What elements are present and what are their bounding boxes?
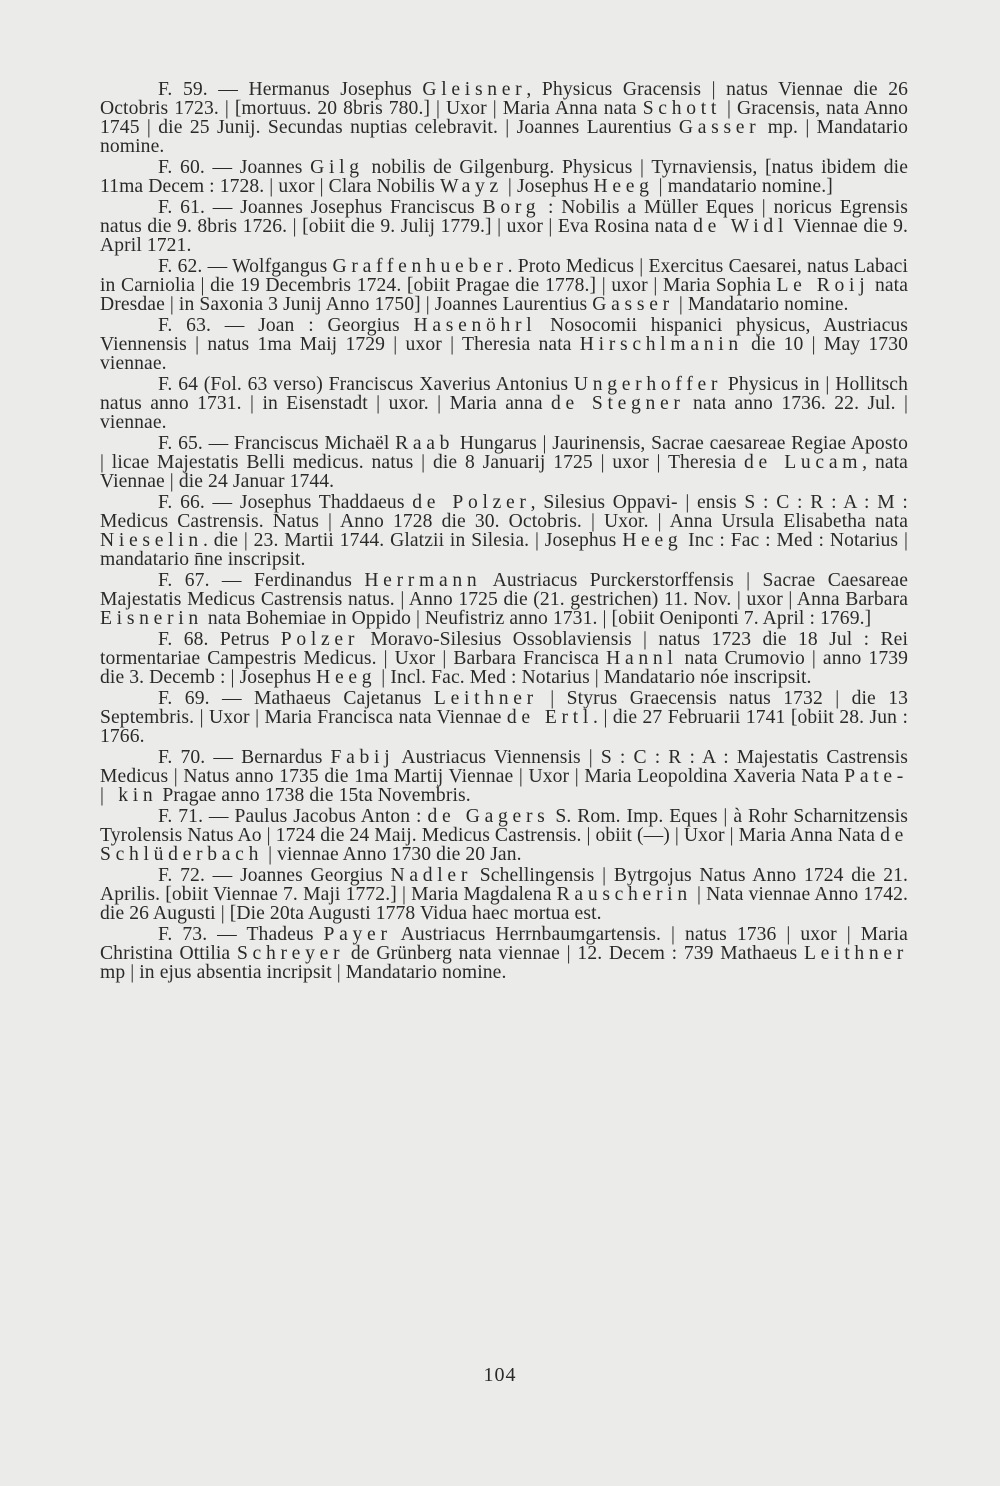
entry-text: Viennae die 9. April 1721. bbox=[100, 216, 909, 256]
entry-text: F. 59. — Hermanus Josephus bbox=[158, 79, 423, 100]
entry-text: | Josephus bbox=[502, 176, 594, 197]
spaced-name: de Ertl bbox=[506, 707, 594, 728]
entry-text: Pragae anno 1738 die 15ta Novembris. bbox=[157, 785, 471, 806]
spaced-name: Nadler bbox=[390, 865, 473, 886]
register-entries bbox=[100, 80, 908, 984]
spaced-name: Hannl bbox=[606, 648, 678, 669]
spaced-name: de Polzer bbox=[412, 492, 531, 513]
entry-text: . die | 23. Martii 1744. Glatzii in Silesia. | Josephus bbox=[202, 530, 623, 551]
spaced-name: Nieselin bbox=[100, 530, 203, 551]
entry-f59 bbox=[100, 80, 908, 156]
entry-text: | Incl. Fac. Med : Notarius | Mandatario nóe inscripsit. bbox=[376, 667, 812, 688]
entry-text: Physicus in | Hollitsch natus anno 1731. | in Eisenstadt | uxor. | Maria anna bbox=[100, 374, 908, 414]
entry-f61 bbox=[100, 198, 908, 255]
entry-text: , nata Viennae | die 24 Januar 1744. bbox=[100, 452, 908, 492]
entry-text: Nosocomii hispanici physicus, Austriacus Viennensis | natus 1ma Maij 1729 | uxor | Theresia nata bbox=[100, 315, 908, 355]
entry-f70 bbox=[100, 748, 908, 805]
entry-text: Austriacus Herrnbaumgartensis. | natus 1736 | uxor | Maria Christina Ottilia bbox=[100, 924, 908, 964]
spaced-name: Hasenöhrl bbox=[413, 315, 537, 336]
spaced-name: Herrmann bbox=[364, 570, 482, 591]
entry-text: Hungarus | Jaurinensis, Sacrae caesareae Regiae Aposto | licae Majestatis Belli medicus. natus | die 8 Januarij 1725 | uxor | Theresia bbox=[100, 433, 908, 473]
entry-text: nobilis de Gilgenburg. Physicus | Tyrnaviensis, [natus ibidem die 11ma Decem : 1728. | uxor | Clara Nobilis bbox=[100, 157, 909, 197]
entry-text: | viennae Anno 1730 die 20 Jan. bbox=[263, 844, 522, 865]
entry-text: : Nobilis a Müller Eques | noricus Egrensis natus die 9. 8bris 1726. | [obiit die 9. Julij 1779.] | uxor | Eva Rosina nata bbox=[100, 197, 908, 237]
spaced-name: Leithner bbox=[803, 943, 908, 964]
spaced-name: Wayz bbox=[440, 176, 503, 197]
spaced-name: Heeg bbox=[622, 530, 683, 551]
spaced-name: Fabij bbox=[330, 747, 395, 768]
entry-f73 bbox=[100, 925, 908, 982]
spaced-name: Gilg bbox=[310, 157, 364, 178]
spaced-name: Ungerhoffer bbox=[573, 374, 723, 395]
entry-f62 bbox=[100, 257, 908, 314]
entry-f64 bbox=[100, 375, 908, 432]
spaced-name: Hirschlmanin bbox=[579, 334, 743, 355]
spaced-name: de Gagers bbox=[427, 806, 550, 827]
spaced-name: Schreyer bbox=[236, 943, 345, 964]
entry-text: , Physicus Gracensis | natus Viennae die 26 Octobris 1723. | [mortuus. 20 8bris 780.] | Uxor | Maria Anna nata bbox=[100, 79, 909, 119]
entry-text: , Silesius Oppavi- | ensis S : C : R : A : M : Medicus Castrensis. Natus | Anno 1728 die 30. Octobris. | Uxor. | Anna Ursula Elisabetha nata bbox=[100, 492, 908, 532]
entry-text: | mandatario nomine.] bbox=[653, 176, 833, 197]
entry-text: Austriacus Viennensis | S : C : R : A : Majestatis Castrensis Medicus | Natus anno 1735 die 1ma Martij Viennae | Uxor | Maria Leopoldina Xaveria Nata bbox=[100, 747, 908, 787]
entry-text: S. Rom. Imp. Eques | à Rohr Scharnitzensis Tyrolensis Natus Ao | 1724 die 24 Maij. Medicus Castrensis. | obiit (—) | Uxor | Maria Anna Nata bbox=[100, 806, 908, 846]
entry-f69 bbox=[100, 689, 908, 746]
entry-text: nata Crumovio | anno 1739 die 3. Decemb : | Josephus bbox=[100, 648, 909, 688]
entry-text: die 10 | May 1730 viennae. bbox=[100, 334, 908, 374]
entry-f68 bbox=[100, 630, 908, 687]
spaced-name: Polzer bbox=[280, 629, 360, 650]
page-number: 104 bbox=[483, 1364, 517, 1386]
entry-text: Moravo-Silesius Ossoblaviensis | natus 1723 die 18 Jul : Rei tormentariae Campestris Medicus. | Uxor | Barbara Francisca bbox=[100, 629, 908, 669]
spaced-name: Gasser bbox=[592, 294, 674, 315]
entry-text: F. 72. — Joannes Georgius bbox=[158, 865, 391, 886]
spaced-name: de Widl bbox=[693, 216, 789, 237]
entry-f67 bbox=[100, 571, 908, 628]
entry-text: nata anno 1736. 22. Jul. | viennae. bbox=[100, 393, 908, 433]
entry-text: F. 68. Petrus bbox=[158, 629, 281, 650]
entry-text: F. 61. — Joannes Josephus Franciscus bbox=[158, 197, 483, 218]
entry-text: de Grünberg nata viennae | 12. Decem : 739 Mathaeus bbox=[344, 943, 804, 964]
entry-text: | Styrus Graecensis natus 1732 | die 13 Septembris. | Uxor | Maria Francisca nata Viennae bbox=[100, 688, 908, 728]
spaced-name: Graffenhueber bbox=[332, 256, 508, 277]
spaced-name: Leithner bbox=[433, 688, 538, 709]
entry-text: | Nata viennae Anno 1742. die 26 Augusti | [Die 20ta Augusti 1778 Vidua haec mortua est. bbox=[100, 884, 908, 924]
entry-text: F. 73. — Thadeus bbox=[158, 924, 324, 945]
spaced-name: Payer bbox=[323, 924, 392, 945]
entry-text: F. 64 (Fol. 63 verso) Franciscus Xaverius Antonius bbox=[158, 374, 574, 395]
entry-text: nata Dresdae | in Saxonia 3 Junij Anno 1750] | Joannes Laurentius bbox=[100, 275, 908, 315]
spaced-name: Rauscherin bbox=[556, 884, 692, 905]
entry-text: Schellingensis | Bytrgojus Natus Anno 1724 die 21. Aprilis. [obiit Viennae 7. Maji 1772.] | Maria Magdalena bbox=[100, 865, 908, 905]
entry-text: F. 69. — Mathaeus Cajetanus bbox=[158, 688, 434, 709]
entry-text: F. 65. — Franciscus Michaël bbox=[158, 433, 396, 454]
spaced-name: de Stegner bbox=[551, 393, 685, 414]
entry-text: nata Bohemiae in Oppido | Neufistriz anno 1731. | [obiit Oeniponti 7. April : 1769.] bbox=[202, 608, 872, 629]
entry-f71 bbox=[100, 807, 908, 864]
entry-text: mp. | Mandatario nomine. bbox=[100, 117, 908, 157]
entry-text: F. 71. — Paulus Jacobus Anton : bbox=[158, 806, 428, 827]
entry-text: Inc : Fac : Med : Notarius | mandatario n̄ne inscripsit. bbox=[100, 530, 909, 570]
entry-text: . Proto Medicus | Exercitus Caesarei, natus Labaci in Carniolia | die 19 Decembris 1724. [obiit Pragae die 1778.] | uxor | Maria Sophia bbox=[100, 256, 908, 296]
spaced-name: Heeg bbox=[593, 176, 654, 197]
entry-text: F. 62. — Wolfgangus bbox=[158, 256, 333, 277]
spaced-name: Gasser bbox=[678, 117, 761, 138]
spaced-name: de Lucam bbox=[743, 452, 863, 473]
spaced-name: Borg bbox=[482, 197, 541, 218]
entry-text: F. 63. — Joan : Georgius bbox=[158, 315, 414, 336]
entry-text: F. 70. — Bernardus bbox=[158, 747, 331, 768]
entry-text: mp | in ejus absentia incripsit | Mandatario nomine. bbox=[100, 962, 507, 983]
entry-f65 bbox=[100, 434, 908, 491]
entry-text: | Gracensis, nata Anno 1745 | die 25 Junij. Secundas nuptias celebravit. | Joannes Laurentius bbox=[100, 98, 908, 138]
entry-text: F. 67. — Ferdinandus bbox=[158, 570, 365, 591]
spaced-name: Raab bbox=[395, 433, 455, 454]
spaced-name: Eisnerin bbox=[100, 608, 203, 629]
entry-text: Austriacus Purckerstorffensis | Sacrae Caesareae Majestatis Medicus Castrensis natus. | Anno 1725 die (21. gestrichen) 11. Nov. | uxor | Anna Barbara bbox=[100, 570, 909, 610]
entry-f72 bbox=[100, 866, 908, 923]
spaced-name: Schott bbox=[642, 98, 722, 119]
spaced-name: Pate- | kin bbox=[100, 766, 908, 806]
spaced-name: de Schlüderbach bbox=[100, 825, 908, 865]
spaced-name: Gleisner bbox=[422, 79, 527, 100]
entry-f60 bbox=[100, 158, 908, 196]
entry-f63 bbox=[100, 316, 908, 373]
spaced-name: Heeg bbox=[316, 667, 377, 688]
entry-text: F. 66. — Josephus Thaddaeus bbox=[158, 492, 413, 513]
entry-f66 bbox=[100, 493, 908, 569]
entry-text: . | die 27 Februarii 1741 [obiit 28. Jun : 1766. bbox=[100, 707, 908, 747]
spaced-name: Le Roij bbox=[776, 275, 870, 296]
entry-text: | Mandatario nomine. bbox=[673, 294, 849, 315]
entry-text: F. 60. — Joannes bbox=[158, 157, 311, 178]
